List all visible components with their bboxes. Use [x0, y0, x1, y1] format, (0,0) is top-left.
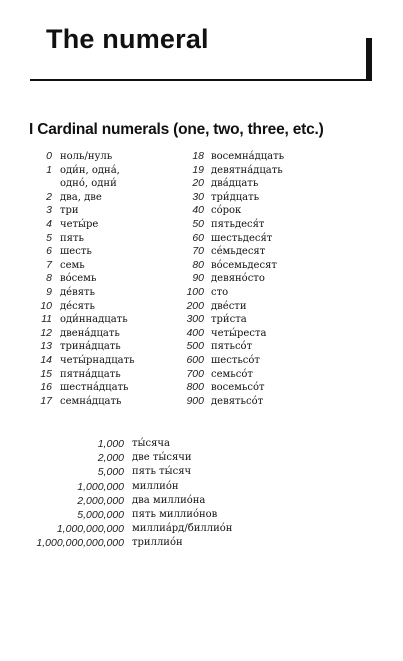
title-side-bar [366, 38, 372, 80]
numeral-row [176, 204, 346, 218]
numeral-word: ты́сяча [132, 438, 170, 449]
numeral-row [30, 465, 360, 479]
numeral-row [176, 272, 346, 286]
numeral-word: четы́реста [211, 327, 267, 339]
numeral-word: три [60, 205, 79, 217]
numeral-digits: 9 [46, 285, 52, 298]
numeral-word: оди́н, одна́, [60, 164, 120, 176]
numeral-row [30, 354, 190, 368]
numeral-word: оди́ннадцать [60, 314, 128, 326]
numeral-row [176, 327, 346, 341]
numeral-row [30, 536, 360, 550]
numeral-row [30, 300, 190, 314]
numeral-digits: 1 [46, 163, 52, 176]
numeral-digits: 16 [40, 381, 52, 394]
numeral-digits: 100 [186, 285, 204, 298]
numeral-word: два, две [60, 191, 102, 203]
numeral-digits: 5,000,000 [77, 509, 124, 522]
numeral-word: триллио́н [132, 537, 183, 549]
cardinals-right-column [176, 150, 346, 408]
numeral-digits: 6 [46, 245, 52, 258]
numeral-word: девятьсо́т [211, 395, 264, 407]
numeral-row [30, 480, 360, 494]
numeral-row [176, 300, 346, 314]
numeral-row [176, 245, 346, 259]
numeral-digits: 11 [41, 313, 52, 326]
numeral-digits: 300 [186, 313, 204, 326]
numeral-row [30, 218, 190, 232]
numeral-digits: 17 [40, 394, 52, 407]
numeral-row [176, 164, 346, 178]
numeral-row [176, 340, 346, 354]
numeral-digits: 50 [192, 217, 204, 230]
numeral-word: де́вять [60, 286, 95, 298]
numeral-digits: 400 [186, 326, 204, 339]
numeral-row [30, 381, 190, 395]
numeral-row [30, 313, 190, 327]
numeral-row [30, 395, 190, 409]
numeral-row [176, 232, 346, 246]
numeral-digits: 700 [186, 367, 204, 380]
numeral-word: семьсо́т [211, 368, 253, 380]
numeral-word: восемьсо́т [211, 382, 265, 394]
numeral-digits: 1,000 [97, 438, 124, 450]
numeral-digits: 40 [192, 204, 204, 217]
numeral-row [176, 395, 346, 409]
numeral-digits: 8 [46, 272, 52, 285]
numeral-word: во́семь [60, 273, 97, 285]
numeral-digits: 3 [46, 204, 52, 217]
numeral-row [176, 177, 346, 191]
numeral-digits: 1,000,000,000,000 [36, 537, 124, 550]
numeral-row [30, 508, 360, 522]
numeral-row [176, 259, 346, 273]
numeral-word: два́дцать [211, 178, 259, 190]
numeral-row [30, 340, 190, 354]
numeral-word: три́ста [211, 314, 247, 326]
numeral-row [30, 259, 190, 273]
numeral-row [30, 451, 360, 465]
numeral-row [30, 191, 190, 205]
numeral-word: две́сти [211, 300, 247, 312]
numeral-row [176, 286, 346, 300]
numeral-row [30, 150, 190, 164]
numeral-row [30, 327, 190, 341]
numeral-row [30, 272, 190, 286]
numeral-word: пятьсо́т [211, 341, 253, 353]
numeral-digits: 200 [186, 299, 204, 312]
numeral-word: семна́дцать [60, 395, 122, 407]
numeral-row [176, 191, 346, 205]
numeral-digits: 80 [192, 258, 204, 271]
numeral-digits: 14 [40, 353, 52, 366]
numeral-digits: 0 [46, 150, 52, 162]
numeral-word: ноль/нуль [60, 151, 113, 162]
numeral-row [30, 494, 360, 508]
numeral-digits: 20 [192, 177, 204, 190]
numeral-digits: 10 [40, 299, 52, 312]
numeral-word: четы́ре [60, 218, 99, 230]
numeral-word: шесть [60, 246, 92, 258]
numeral-digits: 18 [192, 150, 204, 162]
numeral-word: пять ты́сяч [132, 466, 192, 478]
numeral-row [176, 150, 346, 164]
numeral-word: трина́дцать [60, 341, 121, 353]
numeral-row [176, 313, 346, 327]
numeral-row [30, 232, 190, 246]
numeral-row [30, 522, 360, 536]
numeral-word: шестьдеся́т [211, 232, 273, 244]
cardinals-left-column [30, 150, 190, 408]
numeral-digits: 4 [46, 217, 52, 230]
numeral-word: шестьсо́т [211, 354, 260, 366]
numeral-word: девятна́дцать [211, 164, 283, 176]
numeral-word: шестна́дцать [60, 382, 129, 394]
numeral-digits: 12 [40, 326, 52, 339]
numeral-digits: 5,000 [97, 466, 124, 479]
numeral-row [30, 245, 190, 259]
numeral-row [176, 218, 346, 232]
numeral-word: де́сять [60, 300, 95, 312]
numeral-digits: 15 [40, 367, 52, 380]
numeral-word: со́рок [211, 205, 242, 217]
numeral-digits: 1,000,000 [77, 480, 124, 493]
numeral-digits: 600 [186, 353, 204, 366]
numeral-word: пять [60, 232, 84, 244]
numeral-word: семь [60, 259, 85, 271]
numeral-word: двена́дцать [60, 327, 120, 339]
numeral-word: одно́, одни́ [60, 178, 117, 190]
numeral-row [176, 381, 346, 395]
numeral-word: девяно́сто [211, 273, 265, 285]
numeral-digits: 2,000,000 [77, 494, 124, 507]
numeral-digits: 90 [192, 272, 204, 285]
numeral-row [30, 164, 190, 191]
numeral-row [30, 437, 360, 451]
numeral-word: четы́рнадцать [60, 354, 135, 366]
numeral-digits: 7 [46, 258, 52, 271]
numeral-digits: 13 [40, 340, 52, 353]
section-heading: I Cardinal numerals (one, two, three, etc.) [29, 121, 324, 138]
chapter-title: The numeral [46, 24, 209, 54]
numeral-row [30, 368, 190, 382]
title-underline [30, 79, 372, 81]
numeral-digits: 70 [192, 245, 204, 258]
numeral-word: две ты́сячи [132, 452, 192, 464]
numeral-digits: 5 [46, 231, 52, 244]
numeral-digits: 1,000,000,000 [56, 523, 124, 536]
numeral-word: миллио́н [132, 480, 179, 492]
numeral-row [176, 368, 346, 382]
numeral-digits: 800 [186, 381, 204, 394]
numeral-digits: 19 [192, 163, 204, 176]
numeral-word: три́дцать [211, 191, 260, 203]
numeral-word: се́мьдесят [211, 246, 266, 258]
numeral-row [30, 286, 190, 300]
numeral-digits: 30 [192, 190, 204, 203]
numeral-word: во́семьдесят [211, 259, 277, 271]
numeral-digits: 2,000 [97, 452, 124, 465]
numeral-word: два миллио́на [132, 494, 206, 506]
numeral-digits: 900 [186, 394, 204, 407]
numeral-digits: 500 [186, 340, 204, 353]
numeral-word: сто [211, 286, 229, 298]
numeral-word: пятьдеся́т [211, 218, 265, 230]
numeral-row [176, 354, 346, 368]
numeral-row [30, 204, 190, 218]
large-numbers-list [30, 437, 360, 551]
numeral-word: пять миллио́нов [132, 509, 218, 521]
numeral-digits: 2 [46, 190, 52, 203]
numeral-word: пятна́дцать [60, 368, 121, 380]
numeral-word: восемна́дцать [211, 151, 285, 162]
numeral-digits: 60 [192, 231, 204, 244]
numeral-word: миллиа́рд/биллио́н [132, 523, 233, 535]
